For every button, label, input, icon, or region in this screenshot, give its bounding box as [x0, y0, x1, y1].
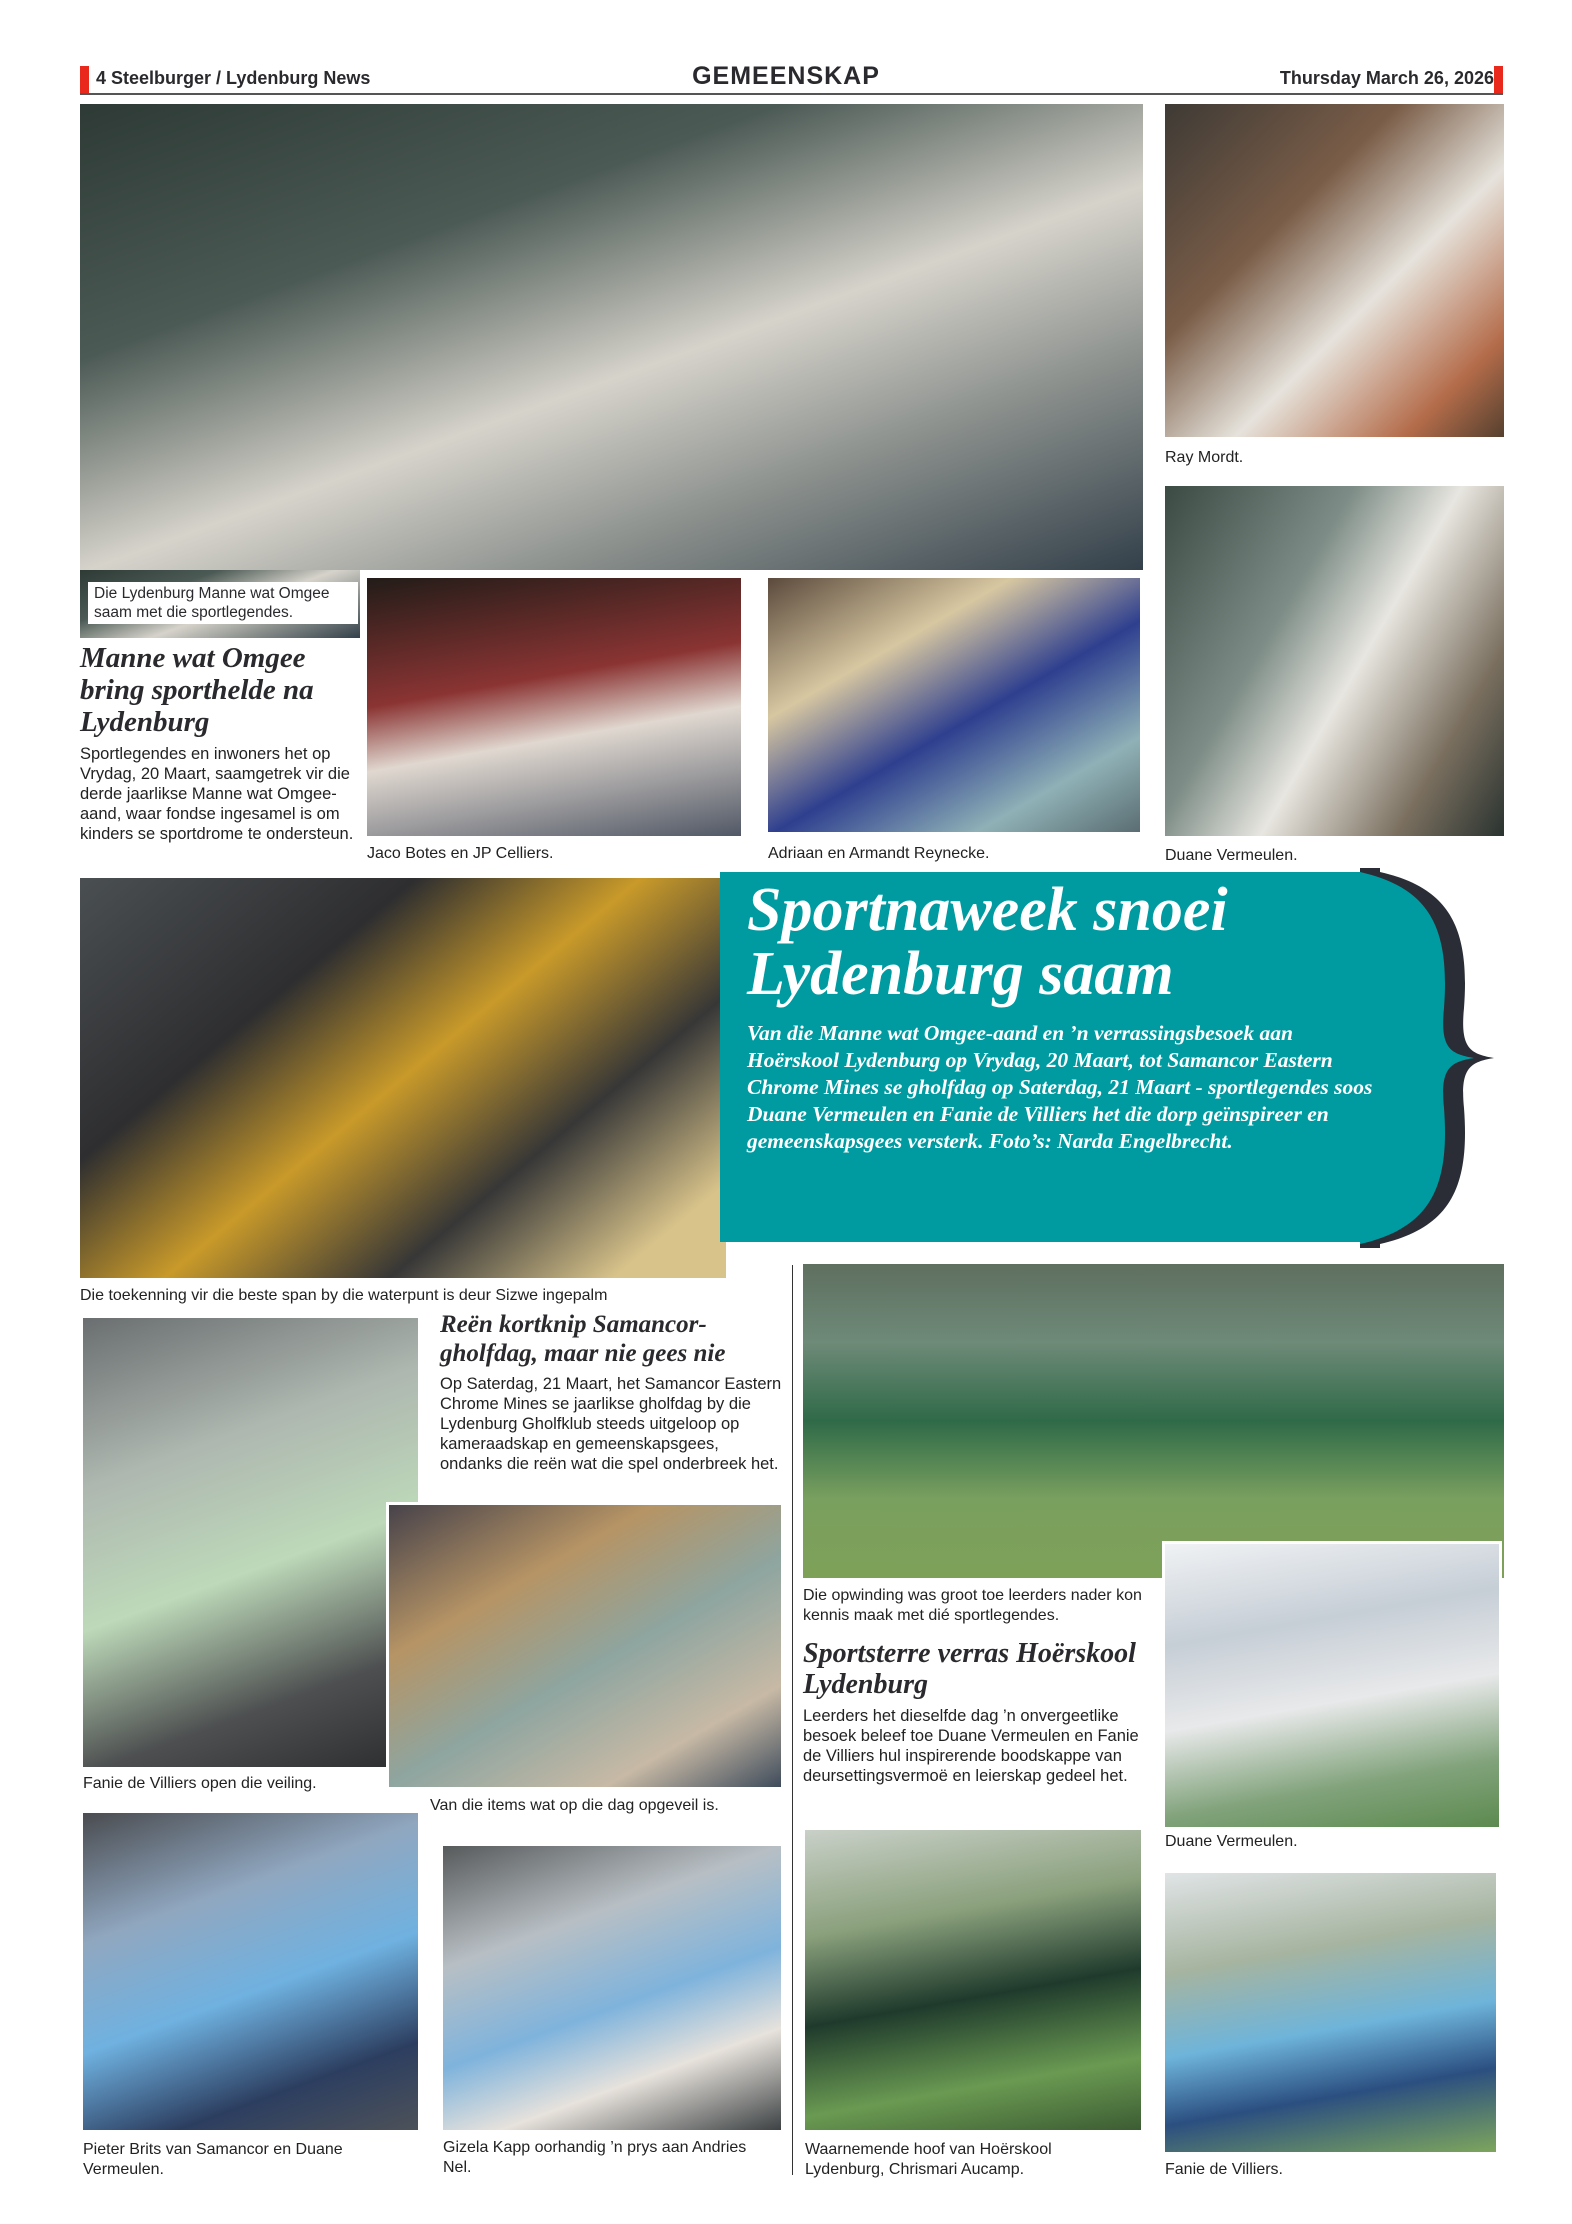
photo-duane-vermeulen-chair: [1165, 486, 1504, 836]
photo-pieter-duane: [83, 1813, 418, 2130]
photo-chrismari-aucamp: [805, 1830, 1141, 2130]
caption-items: Van die items wat op die dag opgeveil is.: [430, 1797, 719, 1814]
caption-pieter: Pieter Brits van Samancor en Duane Vermeulen.: [83, 2141, 343, 2178]
publication-name: 4 Steelburger / Lydenburg News: [96, 68, 371, 88]
story3-headline: Sportsterre verras Hoërskool Lydenburg: [803, 1638, 1136, 1700]
feature-headline: [747, 878, 1387, 1006]
caption-ray: Ray Mordt.: [1165, 449, 1244, 466]
story2: [440, 1310, 785, 1474]
issue-date: Thursday March 26, 2026: [1279, 68, 1494, 88]
photo-manne-wat-omgee-group: [80, 104, 1143, 570]
photo-jaco-jp: [367, 574, 741, 836]
caption-sizwe: Die toekenning vir die beste span by die waterpunt is deur Sizwe ingepalm: [80, 1287, 608, 1304]
caption-school: Die opwinding was groot toe leerders nader kon kennis maak met dié sportlegendes.: [803, 1587, 1142, 1624]
caption-jaco: Jaco Botes en JP Celliers.: [367, 845, 554, 862]
story2-headline: Reën kortknip Samancor-gholfdag, maar nie gees nie: [440, 1311, 726, 1367]
feature-intro: Van die Manne wat Omgee-aand en ’n verrassingsbesoek aan Hoërskool Lydenburg op Vrydag, 20 Maart, tot Samancor Eastern Chrome Mines se gholfdag op Saterdag, 21 Maart - sportlegendes soos Duane Vermeulen en Fanie de Villiers het die dorp geïnspireer en gemeenskapsgees versterk. Foto’s: Narda Engelbrecht.: [747, 1021, 1373, 1153]
header-accent-left: [80, 66, 89, 94]
feature-headline-line-2: Lydenburg saam: [747, 940, 1174, 1008]
story1: [80, 642, 360, 844]
caption-adriaan: Adriaan en Armandt Reynecke.: [768, 845, 990, 862]
caption-duane-2: Duane Vermeulen.: [1165, 1833, 1298, 1850]
photo-caption-group: Die Lydenburg Manne wat Omgee saam met die sportlegendes.: [88, 582, 358, 624]
photo-fanie-speaking: [1165, 1873, 1496, 2152]
story1-body: Sportlegendes en inwoners het op Vrydag, 20 Maart, saamgetrek vir die derde jaarlikse Manne wat Omgee-aand, waar fondse ingesamel is om kinders se sportdrome te ondersteun.: [80, 745, 354, 843]
photo-sizwe-team: [80, 878, 726, 1278]
caption-gizela: Gizela Kapp oorhandig ’n prys aan Andries Nel.: [443, 2139, 747, 2176]
caption-duane-1: Duane Vermeulen.: [1165, 847, 1298, 864]
column-divider: [792, 1265, 793, 2175]
photo-ray-mordt: [1165, 104, 1504, 437]
section-title: GEMEENSKAP: [692, 62, 880, 90]
feature-headline-line-1: Sportnaweek snoei: [747, 876, 1228, 944]
caption-fanie-1: Fanie de Villiers open die veiling.: [83, 1775, 317, 1792]
photo-gizela-andries: [443, 1846, 781, 2130]
photo-duane-cap: [1162, 1541, 1502, 1830]
photo-fanie-auction: [83, 1318, 418, 1767]
header-rule: [80, 93, 1503, 95]
story2-body: Op Saterdag, 21 Maart, het Samancor Eastern Chrome Mines se jaarlikse gholfdag by die Lydenburg Gholfklub steeds uitgeloop op kameraadskap en gemeenskapsgees, ondanks die reën wat die spel onderbreek het.: [440, 1375, 782, 1473]
story1-headline: Manne wat Omgee bring sporthelde na Lydenburg: [80, 642, 314, 738]
feature-text: [747, 878, 1387, 1155]
photo-school-group: [803, 1264, 1504, 1578]
photo-auction-items: [386, 1502, 784, 1790]
header-accent-right: [1494, 66, 1503, 94]
story3-body: Leerders het dieselfde dag ’n onvergeetlike besoek beleef toe Duane Vermeulen en Fanie de Villiers hul inspirerende boodskappe van deursettingsvermoë en leierskap gedeel het.: [803, 1707, 1139, 1785]
caption-fanie-2: Fanie de Villiers.: [1165, 2161, 1283, 2178]
caption-chrismari: Waarnemende hoof van Hoërskool Lydenburg, Chrismari Aucamp.: [805, 2141, 1052, 2178]
photo-adriaan-armandt: [768, 578, 1140, 832]
story3: [803, 1638, 1153, 1786]
